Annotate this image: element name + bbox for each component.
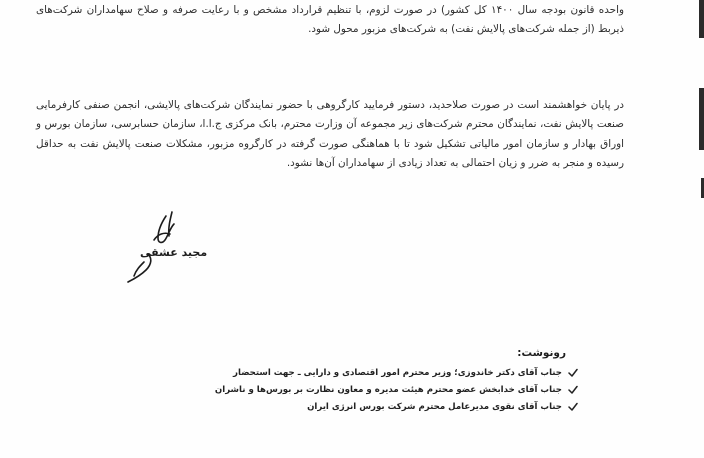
letter-paragraph-1: واحده قانون بودجه سال ۱۴۰۰ کل کشور) در صورت لزوم، با تنظیم قرارداد مشخص و با رعایت صرفه و صلاح سهامداران شرکت‌های ذیربط (از جمله شرکت‌های پالایش نفت) به شرکت‌های مزبور محول شود. bbox=[36, 4, 624, 36]
cc-item-text: جناب آقای دکتر خاندوزی؛ وزیر محترم امور اقتصادی و دارایی ـ جهت استحضار bbox=[233, 367, 562, 378]
cc-title: رونوشت: bbox=[517, 347, 566, 359]
signer-name: مجید عشقی bbox=[140, 246, 208, 259]
cc-item-text: جناب آقای خدابخش عضو محترم هیئت مدیره و معاون نظارت بر بورس‌ها و ناشران bbox=[214, 384, 562, 395]
signature-block bbox=[118, 210, 208, 290]
checkmark-icon bbox=[568, 385, 578, 395]
checkmark-icon bbox=[568, 402, 578, 412]
cc-item-text: جناب آقای نقوی مدیرعامل محترم شرکت بورس انرژی ایران bbox=[307, 401, 562, 412]
letter-paragraph-2: در پایان خواهشمند است در صورت صلاحدید، دستور فرمایید کارگروهی با حضور نمایندگان شرکت‌های پالایشی، انجمن صنفی کارفرمایی صنعت پالایش نفت، نمایندگان محترم شرکت‌های زیر مجموعه آن وزارت محترم، بانک مرکزی ج.ا.ا، سازمان حسابرسی، سازمان بورس و اوراق بهادار و سازمان امور مالیاتی تشکیل شود تا با هماهنگی صورت گرفته در کارگروه مزبور، مشکلات صنعت پالایش نفت به حداقل رسیده و منجر به ضرر و زیان احتمالی به تعداد زیادی از سهامداران آن‌ها نشود. bbox=[36, 99, 624, 170]
checkmark-icon bbox=[568, 368, 578, 378]
cc-list bbox=[198, 364, 578, 415]
cc-item bbox=[198, 381, 578, 398]
cc-item bbox=[198, 364, 578, 381]
scan-edge-mark-top bbox=[699, 0, 704, 38]
scan-edge-mark-middle bbox=[699, 88, 704, 150]
cc-item bbox=[198, 398, 578, 415]
